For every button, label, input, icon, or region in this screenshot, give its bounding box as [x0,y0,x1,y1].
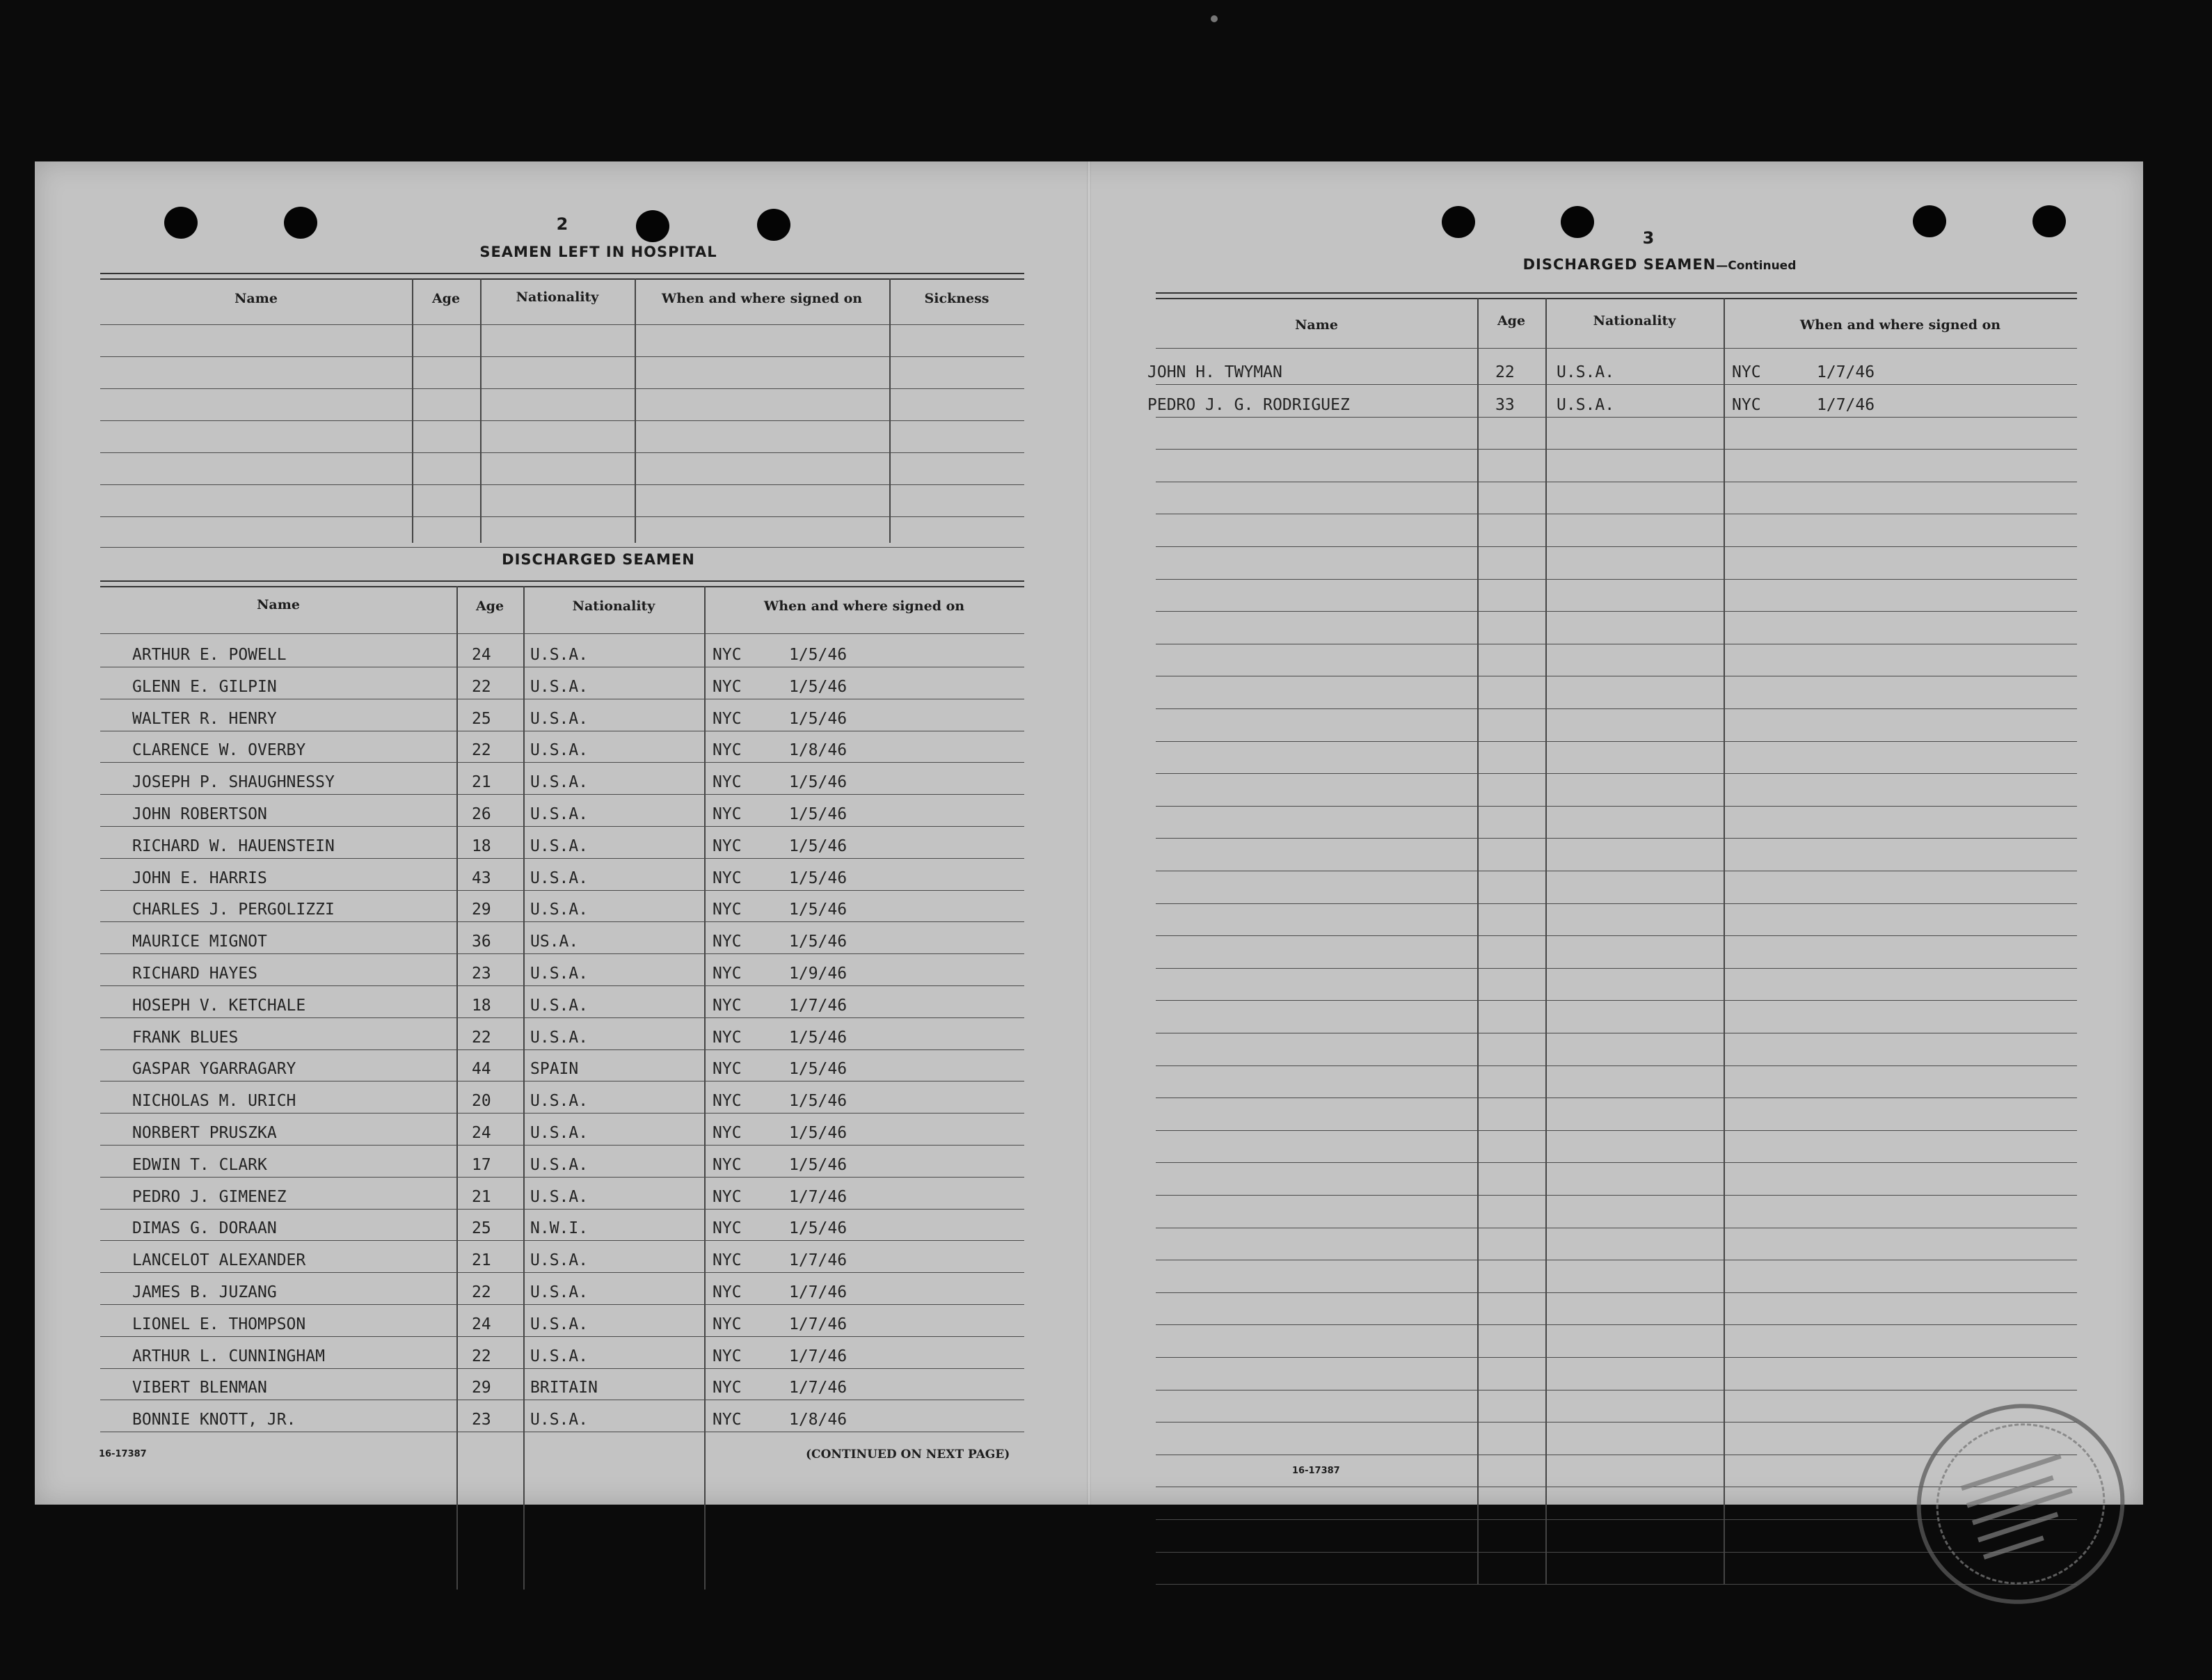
table-row [100,1177,1024,1209]
seaman-age: 25 [472,1219,491,1238]
form-number: 16-17387 [1292,1466,1340,1476]
seaman-name: JOHN H. TWYMAN [1147,363,1282,381]
signed-on-place: NYC [713,965,742,983]
title-main: DISCHARGED SEAMEN [1522,256,1717,273]
signed-on-place: NYC [713,677,742,696]
signed-on-place: NYC [713,1187,742,1206]
signed-on-date: 1/5/46 [789,1124,848,1142]
seaman-nationality: U.S.A. [530,1347,589,1365]
signed-on-date: 1/5/46 [789,1060,848,1079]
signed-on-date: 1/5/46 [789,709,848,728]
signed-on-place: NYC [713,1124,742,1142]
seaman-nationality: U.S.A. [530,1411,589,1429]
table-row [1156,968,2077,1000]
punch-hole [2032,205,2066,237]
table-row [1156,839,2077,871]
hospital-section-title: SEAMEN LEFT IN HOSPITAL [479,244,717,260]
seaman-name: FRANK BLUES [132,1028,239,1047]
seaman-nationality: U.S.A. [530,996,589,1015]
table-row [1156,1325,2077,1357]
seaman-age: 22 [472,1028,491,1047]
discharged-continued-title [1479,256,1840,273]
signed-on-date: 1/7/46 [789,1251,848,1270]
table-row [100,1017,1024,1049]
signed-on-place: NYC [713,646,742,664]
form-number: 16-17387 [99,1449,147,1459]
seaman-name: NORBERT PRUSZKA [132,1124,277,1142]
signed-on-place: NYC [713,1060,742,1079]
signed-on-place: NYC [713,933,742,951]
seaman-nationality: N.W.I. [530,1219,589,1238]
seaman-name: JOHN ROBERTSON [132,805,267,823]
signed-on-place: NYC [713,901,742,919]
seaman-age: 22 [1495,363,1515,381]
signed-on-place: NYC [713,709,742,728]
signed-on-place: NYC [1732,395,1761,414]
table-row [100,762,1024,794]
table-row [1156,1292,2077,1324]
table-row [1156,709,2077,741]
signed-on-date: 1/8/46 [789,741,848,760]
seaman-name: GLENN E. GILPIN [132,677,277,696]
table-row [100,858,1024,890]
seaman-name: BONNIE KNOTT, JR. [132,1411,296,1429]
table-row [100,953,1024,985]
name-header: Name [1295,317,1338,333]
signed-on-date: 1/5/46 [789,1092,848,1111]
table-row [1156,579,2077,611]
signed-on-date: 1/7/46 [789,1283,848,1301]
table-row [1156,741,2077,773]
signed-on-date: 1/5/46 [789,805,848,823]
table-row [1156,1033,2077,1065]
punch-hole [636,210,669,242]
seaman-name: PEDRO J. G. RODRIGUEZ [1147,395,1350,414]
signed-on-date: 1/7/46 [789,1379,848,1397]
seaman-nationality: U.S.A. [530,965,589,983]
seaman-age: 44 [472,1060,491,1079]
hospital-age-header: Age [431,291,461,306]
table-row [1156,482,2077,514]
seaman-name: ARTHUR E. POWELL [132,646,287,664]
signed-on-date: 1/7/46 [789,1347,848,1365]
table-row [1156,806,2077,838]
signed-on-date: 1/5/46 [789,677,848,696]
seaman-nationality: U.S.A. [530,805,589,823]
title-suffix: —Continued [1716,259,1797,273]
seaman-age: 17 [472,1155,491,1174]
seaman-name: MAURICE MIGNOT [132,933,267,951]
seaman-nationality: U.S.A. [530,901,589,919]
signed-on-place: NYC [713,1411,742,1429]
table-row [1156,871,2077,903]
discharged-section-title: DISCHARGED SEAMEN [502,551,695,568]
dust-speck [1211,15,1218,22]
seaman-nationality: U.S.A. [530,1315,589,1333]
seaman-name: DIMAS G. DORAAN [132,1219,277,1238]
seaman-nationality: U.S.A. [530,1124,589,1142]
signed-on-place: NYC [713,837,742,855]
document-sheet [35,161,2143,1505]
signed-on-place: NYC [713,1092,742,1111]
seaman-age: 24 [472,1124,491,1142]
seaman-nationality: U.S.A. [530,1251,589,1270]
seaman-name: WALTER R. HENRY [132,709,277,728]
table-row [1156,676,2077,708]
table-row [1156,903,2077,935]
table-row [1156,1228,2077,1260]
seaman-age: 18 [472,837,491,855]
seaman-nationality: U.S.A. [530,1283,589,1301]
left-page [35,161,1089,1505]
signed-on-date: 1/5/46 [789,1219,848,1238]
signed-on-date: 1/5/46 [789,933,848,951]
table-row [1156,1358,2077,1390]
seaman-name: CHARLES J. PERGOLIZZI [132,901,335,919]
table-row [100,921,1024,953]
punch-hole [1561,206,1594,238]
seaman-nationality: U.S.A. [530,741,589,760]
signed-on-date: 1/7/46 [789,996,848,1015]
seaman-age: 23 [472,1411,491,1429]
seaman-name: GASPAR YGARRAGARY [132,1060,296,1079]
table-row [1156,514,2077,546]
seaman-name: PEDRO J. GIMENEZ [132,1187,287,1206]
right-page [1089,161,2143,1505]
signed-on-place: NYC [713,741,742,760]
table-row [1156,1163,2077,1195]
signed-on-header: When and where signed on [1799,317,2001,333]
table-row [1156,450,2077,482]
signed-on-date: 1/5/46 [789,646,848,664]
table-row [100,985,1024,1017]
seaman-name: LANCELOT ALEXANDER [132,1251,306,1270]
hospital-name-header: Name [234,291,278,306]
punch-hole [757,209,790,241]
signed-on-date: 1/5/46 [789,1155,848,1174]
signed-on-place: NYC [713,869,742,887]
signed-on-place: NYC [713,1347,742,1365]
table-row [1156,774,2077,806]
table-row [100,730,1024,762]
seaman-nationality: U.S.A. [530,646,589,664]
signed-on-place: NYC [713,996,742,1015]
signed-on-place: NYC [713,1219,742,1238]
seaman-age: 43 [472,869,491,887]
table-row [100,667,1024,699]
seaman-age: 18 [472,996,491,1015]
page-number: 2 [556,214,568,234]
signed-on-date: 1/5/46 [789,869,848,887]
table-row [100,1304,1024,1336]
punch-hole [1913,205,1946,237]
seaman-name: ARTHUR L. CUNNINGHAM [132,1347,325,1365]
table-row [100,1400,1024,1432]
discharged-name-header: Name [257,597,300,612]
table-row [100,1049,1024,1081]
table-row [100,826,1024,858]
seaman-name: VIBERT BLENMAN [132,1379,267,1397]
seaman-nationality: U.S.A. [530,677,589,696]
discharged-nationality-header: Nationality [572,599,655,614]
signed-on-date: 1/5/46 [789,773,848,792]
table-row [100,1368,1024,1400]
seaman-name: NICHOLAS M. URICH [132,1092,296,1111]
seaman-name: RICHARD W. HAUENSTEIN [132,837,335,855]
table-row [100,889,1024,921]
signed-on-date: 1/8/46 [789,1411,848,1429]
seaman-nationality: BRITAIN [530,1379,598,1397]
signed-on-place: NYC [713,1155,742,1174]
seaman-age: 29 [472,901,491,919]
seaman-nationality: U.S.A. [1557,395,1615,414]
hospital-sickness-header: Sickness [924,291,989,306]
signed-on-date: 1/5/46 [789,1028,848,1047]
seaman-name: RICHARD HAYES [132,965,258,983]
table-row [100,1145,1024,1177]
seaman-name: CLARENCE W. OVERBY [132,741,306,760]
seaman-nationality: U.S.A. [530,1092,589,1111]
table-row [1156,644,2077,676]
signed-on-place: NYC [713,1315,742,1333]
seaman-nationality: U.S.A. [530,773,589,792]
seaman-nationality: U.S.A. [530,837,589,855]
seaman-age: 21 [472,1187,491,1206]
table-row [1156,1098,2077,1130]
seaman-age: 29 [472,1379,491,1397]
seaman-nationality: U.S.A. [530,1028,589,1047]
table-row [1156,547,2077,579]
seaman-age: 23 [472,965,491,983]
signed-on-date: 1/7/46 [789,1187,848,1206]
seaman-nationality: U.S.A. [530,1187,589,1206]
signed-on-place: NYC [713,805,742,823]
seaman-age: 24 [472,646,491,664]
table-row [100,1240,1024,1272]
signed-on-place: NYC [713,773,742,792]
table-row [1147,385,2077,417]
table-row [1156,612,2077,644]
table-row [100,1336,1024,1368]
seaman-age: 22 [472,1283,491,1301]
seaman-age: 22 [472,677,491,696]
table-row [1156,1260,2077,1292]
seaman-age: 21 [472,773,491,792]
seaman-name: JOSEPH P. SHAUGHNESSY [132,773,335,792]
hospital-nationality-header: Nationality [516,290,599,305]
signed-on-place: NYC [713,1283,742,1301]
seaman-nationality: US.A. [530,933,579,951]
page-number: 3 [1642,228,1655,248]
seaman-age: 22 [472,1347,491,1365]
seaman-name: HOSEPH V. KETCHALE [132,996,306,1015]
table-row [100,699,1024,731]
seaman-age: 21 [472,1251,491,1270]
seaman-age: 33 [1495,395,1515,414]
seaman-nationality: U.S.A. [530,1155,589,1174]
seaman-age: 26 [472,805,491,823]
signed-on-date: 1/5/46 [789,837,848,855]
table-row [100,1272,1024,1304]
seaman-name: JOHN E. HARRIS [132,869,267,887]
table-row [1156,1196,2077,1228]
signed-on-place: NYC [713,1028,742,1047]
table-row [1156,1001,2077,1033]
signed-on-place: NYC [713,1379,742,1397]
seaman-age: 24 [472,1315,491,1333]
punch-hole [284,207,317,239]
table-row [100,1208,1024,1240]
seaman-nationality: U.S.A. [1557,363,1615,381]
signed-on-date: 1/7/46 [789,1315,848,1333]
table-row [1147,352,2077,384]
seaman-age: 20 [472,1092,491,1111]
table-row [100,794,1024,826]
table-row [100,1113,1024,1145]
seaman-nationality: U.S.A. [530,709,589,728]
signed-on-date: 1/9/46 [789,965,848,983]
table-row [100,635,1024,667]
seaman-age: 25 [472,709,491,728]
age-header: Age [1497,313,1526,328]
table-row [1156,936,2077,968]
seaman-name: LIONEL E. THOMPSON [132,1315,306,1333]
signed-on-place: NYC [1732,363,1761,381]
row-rule [1156,1584,2077,1585]
table-row [1156,1130,2077,1162]
signed-on-date: 1/7/46 [1817,395,1875,414]
punch-hole [1442,206,1475,238]
table-row [1156,417,2077,449]
punch-hole [164,207,198,239]
seaman-age: 36 [472,933,491,951]
hospital-table [100,273,1024,548]
seaman-age: 22 [472,741,491,760]
signed-on-date: 1/5/46 [789,901,848,919]
nationality-header: Nationality [1593,313,1676,328]
seaman-name: EDWIN T. CLARK [132,1155,267,1174]
table-row [1156,1065,2077,1097]
signed-on-date: 1/7/46 [1817,363,1875,381]
seaman-name: JAMES B. JUZANG [132,1283,277,1301]
discharged-age-header: Age [475,599,504,614]
table-row [100,1081,1024,1113]
discharged-continued-table [1147,292,2077,1592]
discharged-signed-on-header: When and where signed on [763,599,965,614]
signed-on-place: NYC [713,1251,742,1270]
seaman-nationality: SPAIN [530,1060,579,1079]
seaman-nationality: U.S.A. [530,869,589,887]
table-row [1156,1390,2077,1422]
continued-note: (CONTINUED ON NEXT PAGE) [806,1448,1010,1461]
hospital-signed-on-header: When and where signed on [661,291,863,306]
